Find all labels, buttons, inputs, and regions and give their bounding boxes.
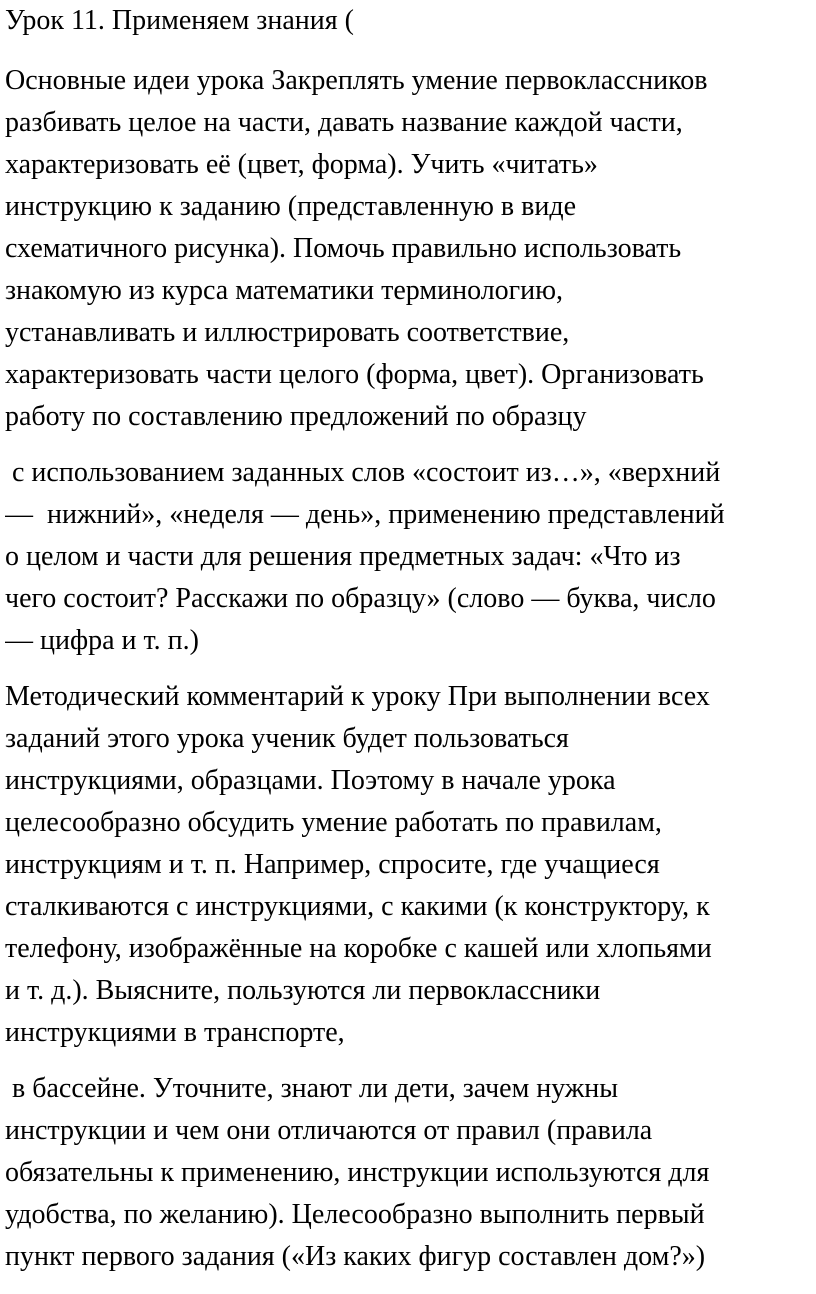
text-line: обязательны к применению, инструкции используются для: [5, 1157, 710, 1188]
paragraph-lesson-ideas: [5, 60, 810, 438]
paragraph-instructions: [5, 1068, 810, 1278]
text-line: целесообразно обсудить умение работать по правилам,: [5, 807, 662, 838]
text-line: удобства, по желанию). Целесообразно выполнить первый: [5, 1199, 705, 1230]
text-line: инструкциям и т. п. Например, спросите, где учащиеся: [5, 849, 660, 880]
paragraph-word-usage: [5, 452, 810, 662]
text-line: Основные идеи урока Закреплять умение первоклассников: [5, 65, 708, 96]
paragraph-methodical-comment: [5, 676, 810, 1054]
text-line: инструкциями в транспорте,: [5, 1017, 345, 1048]
text-line: Методический комментарий к уроку При выполнении всех: [5, 681, 710, 712]
text-line: работу по составлению предложений по образцу: [5, 401, 587, 432]
text-line: характеризовать части целого (форма, цвет). Организовать: [5, 359, 704, 390]
text-line: схематичного рисунка). Помочь правильно использовать: [5, 233, 682, 264]
text-line: инструкции и чем они отличаются от правил (правила: [5, 1115, 653, 1146]
text-line: в бассейне. Уточните, знают ли дети, зачем нужны: [5, 1073, 619, 1104]
text-line: — нижний», «неделя — день», применению представлений: [5, 499, 725, 530]
text-line: инструкцию к заданию (представленную в виде: [5, 191, 577, 222]
text-line: с использованием заданных слов «состоит из…», «верхний: [5, 457, 721, 488]
text-line: знакомую из курса математики терминологию,: [5, 275, 564, 306]
text-line: устанавливать и иллюстрировать соответствие,: [5, 317, 570, 348]
text-line: и т. д.). Выясните, пользуются ли первоклассники: [5, 975, 601, 1006]
text-line: характеризовать её (цвет, форма). Учить «читать»: [5, 149, 598, 180]
text-line: сталкиваются с инструкциями, с какими (к конструктору, к: [5, 891, 710, 922]
text-line: чего состоит? Расскажи по образцу» (слово — буква, число: [5, 583, 716, 614]
text-line: телефону, изображённые на коробке с кашей или хлопьями: [5, 933, 712, 964]
page-title: Урок 11. Применяем знания (: [5, 5, 354, 36]
text-line: инструкциями, образцами. Поэтому в начале урока: [5, 765, 616, 796]
text-line: заданий этого урока ученик будет пользоваться: [5, 723, 569, 754]
text-line: пункт первого задания («Из каких фигур составлен дом?»): [5, 1241, 706, 1272]
text-line: — цифра и т. п.): [5, 625, 199, 656]
text-line: разбивать целое на части, давать название каждой части,: [5, 107, 683, 138]
text-line: о целом и части для решения предметных задач: «Что из: [5, 541, 681, 572]
